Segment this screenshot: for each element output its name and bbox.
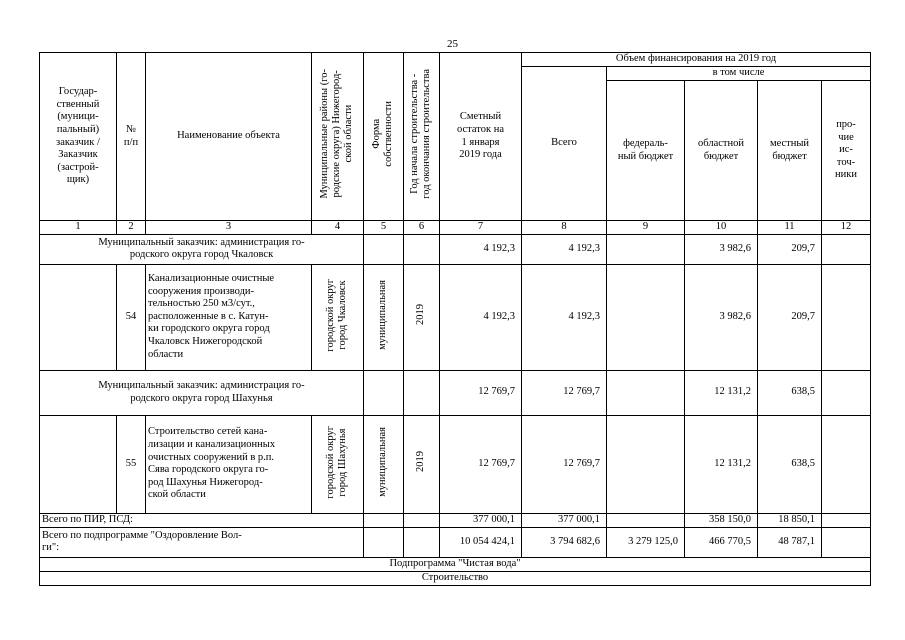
regional-value: 3 982,6 xyxy=(685,234,758,264)
federal-value xyxy=(607,234,685,264)
local-value: 209,7 xyxy=(758,234,822,264)
section-title: Строительство xyxy=(40,571,871,585)
estimated-value: 10 054 424,1 xyxy=(440,527,522,557)
empty-cell xyxy=(40,415,117,513)
regional-value: 3 982,6 xyxy=(685,264,758,370)
total-row xyxy=(40,513,871,527)
customer-label: Муниципальный заказчик: администрация го- родского округа город Шахунья xyxy=(40,370,364,415)
regional-value: 466 770,5 xyxy=(685,527,758,557)
column-number: 1 xyxy=(40,221,117,235)
header-num: № п/п xyxy=(117,53,146,221)
financing-table xyxy=(39,52,871,586)
object-name: Строительство сетей кана- лизации и канализационных очистных сооружений в р.п. Сява городского округа го- род Шахунья Нижегород- ской области xyxy=(146,415,312,513)
header-regional: областной бюджет xyxy=(685,81,758,221)
object-row xyxy=(40,264,871,370)
header-local: местный бюджет xyxy=(758,81,822,221)
estimated-value: 4 192,3 xyxy=(440,264,522,370)
header-funding-title: Объем финансирования на 2019 год xyxy=(522,53,871,67)
object-district: городской округ город Чкаловск xyxy=(312,264,364,370)
customer-label: Муниципальный заказчик: администрация го- родского округа город Чкаловск xyxy=(40,234,364,264)
header-federal: федераль- ный бюджет xyxy=(607,81,685,221)
header-districts: Муниципальные районы (го- родские округа) Нижегород- ской области xyxy=(312,53,364,221)
other-value xyxy=(822,527,871,557)
estimated-value: 12 769,7 xyxy=(440,415,522,513)
page-number: 25 xyxy=(447,38,458,50)
column-numbers-row xyxy=(40,221,871,235)
empty-cell xyxy=(364,234,404,264)
object-ownership: муниципальная xyxy=(364,415,404,513)
customer-row xyxy=(40,370,871,415)
column-number: 11 xyxy=(758,221,822,235)
federal-value xyxy=(607,513,685,527)
other-value xyxy=(822,234,871,264)
estimated-value: 377 000,1 xyxy=(440,513,522,527)
empty-cell xyxy=(404,370,440,415)
column-number: 7 xyxy=(440,221,522,235)
local-value: 209,7 xyxy=(758,264,822,370)
header-object-name: Наименование объекта xyxy=(146,53,312,221)
total-value: 12 769,7 xyxy=(522,415,607,513)
local-value: 638,5 xyxy=(758,415,822,513)
total-label: Всего по подпрограмме "Оздоровление Вол- ги": xyxy=(40,527,364,557)
section-row xyxy=(40,571,871,585)
estimated-value: 12 769,7 xyxy=(440,370,522,415)
regional-value: 12 131,2 xyxy=(685,415,758,513)
local-value: 638,5 xyxy=(758,370,822,415)
federal-value xyxy=(607,415,685,513)
object-years: 2019 xyxy=(404,415,440,513)
total-value: 377 000,1 xyxy=(522,513,607,527)
estimated-value: 4 192,3 xyxy=(440,234,522,264)
column-number: 5 xyxy=(364,221,404,235)
empty-cell xyxy=(404,527,440,557)
object-years: 2019 xyxy=(404,264,440,370)
empty-cell xyxy=(364,370,404,415)
total-label: Всего по ПИР, ПСД: xyxy=(40,513,364,527)
regional-value: 12 131,2 xyxy=(685,370,758,415)
object-ownership: муниципальная xyxy=(364,264,404,370)
object-district: городской округ город Шахунья xyxy=(312,415,364,513)
empty-cell xyxy=(364,513,404,527)
column-number: 9 xyxy=(607,221,685,235)
header-row-1 xyxy=(40,53,871,67)
empty-cell xyxy=(404,513,440,527)
header-total: Всего xyxy=(522,67,607,221)
header-other: про- чие ис- точ- ники xyxy=(822,81,871,221)
object-row xyxy=(40,415,871,513)
federal-value xyxy=(607,264,685,370)
object-number: 54 xyxy=(117,264,146,370)
other-value xyxy=(822,513,871,527)
column-number: 10 xyxy=(685,221,758,235)
other-value xyxy=(822,264,871,370)
federal-value: 3 279 125,0 xyxy=(607,527,685,557)
empty-cell xyxy=(364,527,404,557)
total-value: 3 794 682,6 xyxy=(522,527,607,557)
subprogram-title: Подпрограмма "Чистая вода" xyxy=(40,557,871,571)
header-ownership: Форма собственности xyxy=(364,53,404,221)
column-number: 4 xyxy=(312,221,364,235)
column-number: 2 xyxy=(117,221,146,235)
regional-value: 358 150,0 xyxy=(685,513,758,527)
object-number: 55 xyxy=(117,415,146,513)
header-years: Год начала строительства - год окончания строительства xyxy=(404,53,440,221)
local-value: 48 787,1 xyxy=(758,527,822,557)
empty-cell xyxy=(404,234,440,264)
column-number: 6 xyxy=(404,221,440,235)
total-value: 12 769,7 xyxy=(522,370,607,415)
object-name: Канализационные очистные сооружения производи- тельностью 250 м3/сут., расположенные в с. Катун- ки городского округа город Чкаловск Нижегородской области xyxy=(146,264,312,370)
total-value: 4 192,3 xyxy=(522,264,607,370)
total-value: 4 192,3 xyxy=(522,234,607,264)
header-customer: Государ- ственный (муници- пальный) заказчик / Заказчик (застрой- щик) xyxy=(40,53,117,221)
total-row xyxy=(40,527,871,557)
other-value xyxy=(822,370,871,415)
other-value xyxy=(822,415,871,513)
local-value: 18 850,1 xyxy=(758,513,822,527)
customer-row xyxy=(40,234,871,264)
column-number: 12 xyxy=(822,221,871,235)
federal-value xyxy=(607,370,685,415)
header-estimated: Сметный остаток на 1 января 2019 года xyxy=(440,53,522,221)
header-including: в том числе xyxy=(607,67,871,81)
subprogram-row xyxy=(40,557,871,571)
column-number: 3 xyxy=(146,221,312,235)
column-number: 8 xyxy=(522,221,607,235)
empty-cell xyxy=(40,264,117,370)
